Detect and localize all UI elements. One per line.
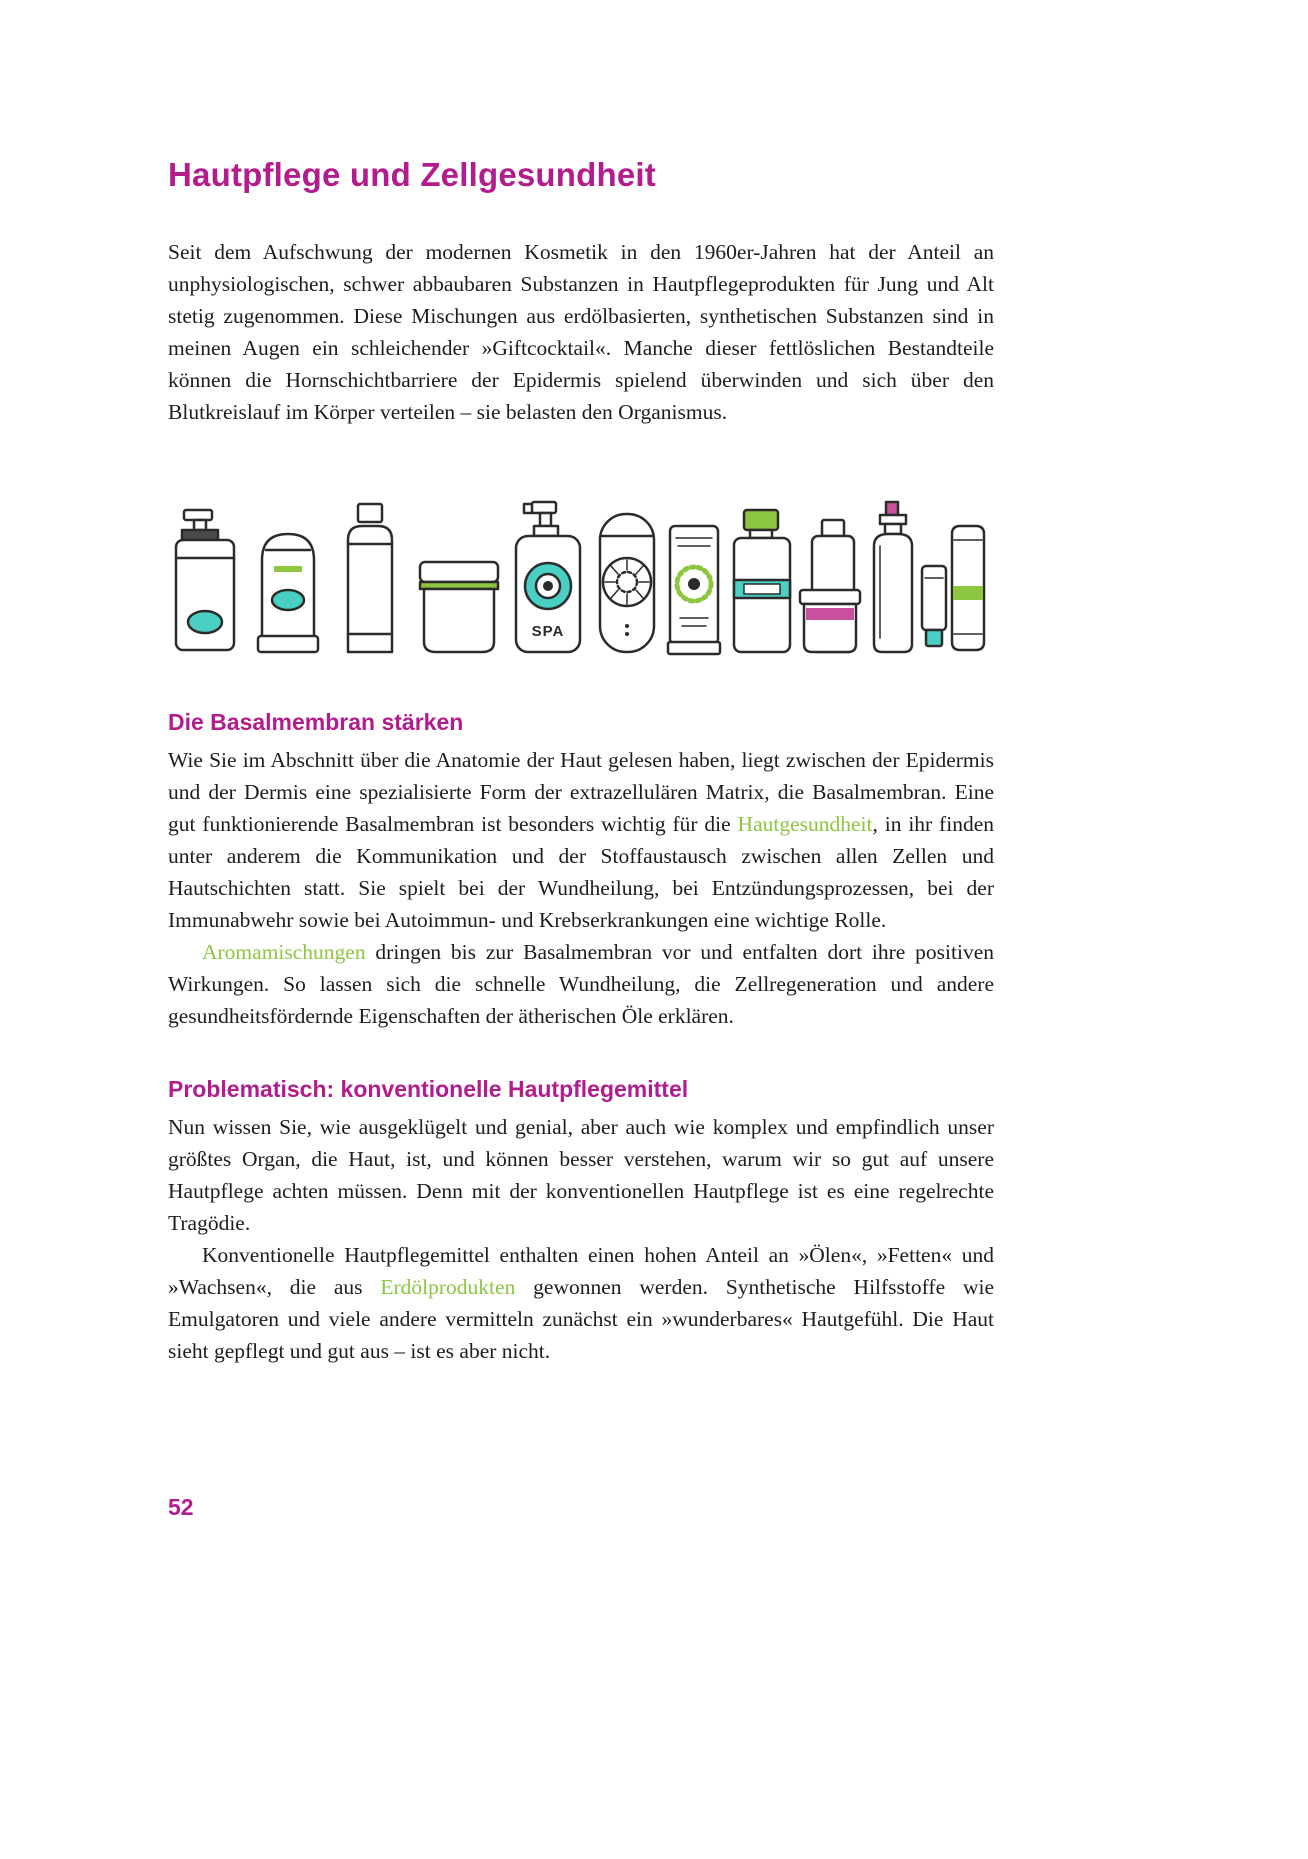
bottle-magenta-pump (874, 502, 912, 652)
problematisch-paragraph-1: Nun wissen Sie, wie ausgeklügelt und genial, aber auch wie komplex und empfindlich unser größtes Organ, die Haut, ist, und können besser verstehen, warum wir so gut auf unsere Hautpflege achten müssen. Denn mit der konventionellen Hautpflege ist es eine regelrechte Tragödie. (168, 1115, 994, 1235)
bottle-pump-dispenser (176, 510, 234, 650)
tube-green-stripe (952, 526, 984, 650)
problematisch-paragraph-2 (168, 1239, 994, 1367)
section-heading-problematisch: Problematisch: konventionelle Hautpflegemittel (168, 1076, 689, 1102)
highlight-aromamischungen: Aromamischungen (202, 940, 366, 964)
paragraph-text: Wie Sie im Abschnitt über die Anatomie der Haut gelesen haben, liegt zwischen der Epidermis und der Dermis eine spezialisierte Form der extrazellulären Matrix, die Basalmembran. Eine gut funktionierende Basalmembran ist besonders wichtig für die (168, 748, 994, 836)
bottle-tube-on-cap (258, 534, 318, 652)
tube-small-teal-cap (922, 566, 946, 646)
paragraph-text: gewonnen werden. Synthetische Hilfsstoffe wie Emulgatoren und viele andere vermitteln zunächst ein »wunderbares« Hautgefühl. Die Haut sieht gepflegt und gut aus – ist es aber nicht. (168, 1275, 994, 1363)
highlight-erdoelprodukten: Erdölprodukten (380, 1275, 516, 1299)
paragraph-text: Konventionelle Hautpflegemittel enthalten einen hohen Anteil an »Ölen«, »Fetten« und »Wachsen«, die aus (168, 1243, 994, 1299)
spa-label: SPA (531, 623, 565, 640)
basalmembran-paragraph-2 (168, 936, 994, 1032)
intro-paragraph: Seit dem Aufschwung der modernen Kosmetik in den 1960er-Jahren hat der Anteil an unphysiologischen, schwer abbaubaren Substanzen in Hautpflegeprodukten für Jung und Alt stetig zugenommen. Diese Mischungen aus erdölbasierten, synthetischen Substanzen sind in meinen Augen ein schleichender »Giftcocktail«. Manche dieser fettlöslichen Bestandteile können die Hornschichtbarriere der Epidermis spielend überwinden und sich über den Blutkreislauf im Körper verteilen – sie belasten den Organismus. (168, 240, 994, 424)
paragraph-text: , in ihr finden unter anderem die Kommunikation und der Stoffaustausch zwischen allen Zellen und Hautschichten statt. Sie spielt bei der Wundheilung, bei Entzündungsprozessen, bei der Immunabwehr sowie bei Autoimmun- und Krebserkrankungen eine wichtige Rolle. (168, 812, 994, 932)
page-title: Hautpflege und Zellgesundheit (168, 156, 656, 193)
jar-green-stripe (420, 562, 498, 652)
jar-magenta-band-group (800, 520, 860, 652)
page-content (168, 156, 994, 1367)
bottle-tall (348, 504, 392, 652)
paragraph-text: dringen bis zur Basalmembran vor und entfalten dort ihre positiven Wirkungen. So lassen sich die schnelle Wundheilung, die Zellregeneration und andere gesundheitsfördernde Eigenschaften der ätherischen Öle erklären. (168, 940, 994, 1028)
page-number: 52 (168, 1494, 194, 1520)
tube-green-medallion (668, 526, 720, 654)
highlight-hautgesundheit: Hautgesundheit (737, 812, 873, 836)
bottle-green-cap (734, 510, 790, 652)
section-heading-basalmembran: Die Basalmembran stärken (168, 709, 464, 735)
bottle-ornate (600, 514, 654, 652)
cosmetics-illustration (168, 474, 990, 669)
bottle-spa-pump (516, 502, 580, 652)
basalmembran-paragraph-1 (168, 744, 994, 936)
